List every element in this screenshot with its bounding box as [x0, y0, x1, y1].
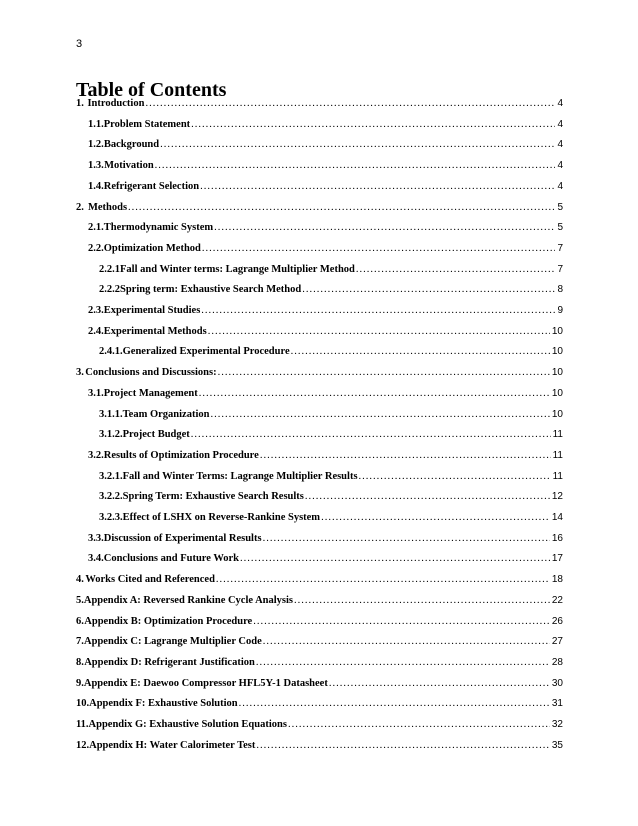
dot-leader: [200, 181, 555, 192]
toc-entry-number: 3.1.2.: [99, 429, 123, 441]
dot-leader: [210, 409, 549, 420]
toc-entry-title: Experimental Studies: [103, 305, 201, 316]
toc-entry-number: 3.2.: [88, 449, 104, 461]
toc-entry-number: 6.: [76, 615, 84, 627]
toc-entry-page: 11: [552, 449, 563, 461]
toc-entry-number: 1.1.: [88, 118, 104, 130]
toc-entry-number: 3.3.: [88, 532, 104, 544]
toc-entry-title: Results of Optimization Procedure: [103, 449, 259, 461]
dot-leader: [199, 388, 550, 399]
dot-leader: [263, 533, 550, 544]
dot-leader: [263, 636, 550, 647]
toc-entry-page: 30: [551, 677, 563, 689]
toc-entry-title: Team Organization: [122, 408, 210, 420]
toc-entry[interactable]: [88, 305, 563, 319]
toc-entry-title: Spring Term: Exhaustive Search Results: [122, 491, 304, 503]
toc-entry-number: 3.2.3.: [99, 512, 123, 523]
toc-entry-title: Discussion of Experimental Results: [103, 532, 262, 544]
toc-entry[interactable]: [88, 139, 563, 153]
dot-leader: [302, 284, 555, 295]
dot-leader: [145, 98, 555, 109]
dot-leader: [359, 471, 551, 482]
toc-entry-title: Methods: [87, 201, 128, 213]
toc-entry-title: Refrigerant Selection: [103, 180, 200, 192]
toc-entry-page: 4: [557, 98, 563, 109]
dot-leader: [305, 491, 550, 502]
toc-entry-title: Works Cited and Referenced: [85, 574, 215, 586]
toc-entry[interactable]: [88, 181, 563, 195]
toc-entry-page: 35: [551, 739, 563, 751]
toc-entry-number: 3.2.1.: [99, 470, 123, 482]
toc-entry-number: 2.3.: [88, 305, 104, 316]
toc-entry-number: 3.4.: [88, 553, 104, 565]
toc-entry[interactable]: [88, 450, 563, 464]
toc-entry-title: Fall and Winter terms: Lagrange Multiplier Method: [120, 263, 355, 275]
toc-entry-title: Appendix C: Lagrange Multiplier Code: [84, 636, 262, 648]
toc-entry-number: 1.2.: [88, 139, 104, 151]
toc-entry-title: Effect of LSHX on Reverse-Rankine System: [122, 512, 321, 523]
toc-entry-title: Appendix A: Reversed Rankine Cycle Analysis: [83, 594, 294, 606]
toc-entry-page: 18: [551, 574, 563, 586]
toc-entry-page: 7: [557, 263, 563, 275]
toc-entry-title: Experimental Methods: [103, 325, 207, 337]
dot-leader: [239, 698, 550, 709]
toc-entry-title: Conclusions and Future Work: [103, 553, 240, 565]
toc-entry-page: 12: [551, 491, 563, 503]
toc-entry[interactable]: [99, 429, 563, 443]
toc-entry-page: 4: [557, 139, 563, 151]
dot-leader: [160, 139, 555, 150]
toc-entry-page: 4: [557, 118, 563, 130]
toc-entry-page: 5: [557, 201, 563, 213]
toc-entry-number: 1.4.: [88, 180, 104, 192]
dot-leader: [356, 264, 556, 275]
dot-leader: [294, 595, 550, 606]
toc-entry-title: Project Management: [103, 387, 198, 399]
toc-entry[interactable]: [88, 388, 563, 402]
toc-entry-page: 11: [552, 470, 563, 482]
toc-entry[interactable]: [88, 533, 563, 547]
toc-entry-page: 32: [551, 719, 563, 730]
toc-entry-page: 22: [551, 594, 563, 606]
dot-leader: [191, 119, 555, 130]
toc-entry-number: 3.: [76, 367, 84, 379]
toc-entry[interactable]: [99, 346, 563, 360]
toc-entry-page: 5: [557, 222, 563, 234]
toc-entry-title: Appendix D: Refrigerant Justification: [84, 656, 255, 668]
toc-entry-number: 2.1.: [88, 222, 104, 234]
toc-entry[interactable]: [76, 657, 563, 671]
toc-entry[interactable]: [99, 284, 563, 298]
toc-entry[interactable]: [88, 326, 563, 340]
toc-entry-number: 2.4.: [88, 325, 104, 337]
toc-entry-page: 9: [557, 305, 563, 316]
toc-entry-number: 2.2.2: [99, 284, 120, 296]
toc-entry-page: 10: [551, 325, 563, 337]
toc-entry-page: 28: [551, 656, 563, 668]
dot-leader: [256, 740, 550, 751]
toc-entry[interactable]: [76, 698, 563, 712]
toc-entry-title: Spring term: Exhaustive Search Method: [120, 284, 302, 296]
toc-entry-number: 9.: [76, 677, 84, 689]
toc-entry-page: 8: [557, 284, 563, 296]
toc-entry-page: 4: [557, 160, 563, 172]
toc-entry[interactable]: [76, 678, 563, 692]
toc-entry-number: 3.2.2.: [99, 491, 123, 503]
toc-entry-title: Problem Statement: [103, 118, 191, 130]
toc-entry[interactable]: [88, 222, 563, 236]
toc-entry-page: 4: [557, 180, 563, 192]
toc-entry-number: 1.3.: [88, 160, 104, 172]
toc-entry[interactable]: [76, 367, 563, 381]
toc-entry-page: 11: [552, 429, 563, 441]
dot-leader: [321, 512, 550, 523]
toc-entry-title: Generalized Experimental Procedure: [122, 346, 290, 358]
toc-entry-title: Appendix F: Exhaustive Solution: [89, 698, 238, 710]
toc-entry-number: 4.: [76, 574, 84, 586]
page-number: 3: [76, 38, 83, 50]
dot-leader: [218, 367, 550, 378]
toc-entry[interactable]: [76, 740, 563, 754]
toc-entry-page: 10: [551, 408, 563, 420]
toc-entry[interactable]: [88, 553, 563, 567]
toc-entry[interactable]: [76, 595, 563, 609]
toc-entry-page: 10: [551, 346, 563, 358]
dot-leader: [202, 243, 556, 254]
toc-entry-number: 2.4.1.: [99, 346, 123, 358]
toc-entry-number: 2.: [76, 201, 84, 213]
toc-entry[interactable]: [88, 243, 563, 257]
toc-entry-page: 10: [551, 387, 563, 399]
toc-entry-page: 31: [551, 698, 563, 710]
toc-entry[interactable]: [88, 119, 563, 133]
dot-leader: [128, 202, 555, 213]
toc-entry-number: 11.: [76, 719, 89, 730]
toc-entry-number: 1.: [76, 98, 84, 109]
toc-entry-title: Background: [103, 139, 160, 151]
toc-heading: Table of Contents: [76, 79, 227, 101]
toc-entry-number: 8.: [76, 656, 84, 668]
toc-entry-title: Appendix B: Optimization Procedure: [84, 615, 253, 627]
toc-entry-page: 14: [551, 512, 563, 523]
toc-entry[interactable]: [99, 471, 563, 485]
dot-leader: [288, 719, 550, 730]
toc-entry[interactable]: [76, 719, 563, 733]
dot-leader: [155, 160, 556, 171]
toc-entry[interactable]: [76, 636, 563, 650]
toc-entry-title: Thermodynamic System: [103, 222, 214, 234]
toc-entry-number: 2.2.: [88, 242, 104, 254]
dot-leader: [256, 657, 550, 668]
toc-entry-title: Appendix G: Exhaustive Solution Equations: [88, 719, 287, 730]
dot-leader: [216, 574, 550, 585]
toc-entry-number: 3.1.1.: [99, 408, 123, 420]
toc-entry-number: 12.: [76, 739, 90, 751]
toc-entry-page: 16: [551, 532, 563, 544]
toc-entry[interactable]: [76, 616, 563, 630]
dot-leader: [208, 326, 550, 337]
toc-entry-title: Conclusions and Discussions:: [85, 367, 217, 379]
toc-entry-title: Project Budget: [122, 429, 190, 441]
toc-entry-title: Motivation: [104, 160, 154, 172]
toc-entry-title: Appendix H: Water Calorimeter Test: [89, 739, 256, 751]
toc-entry-number: 2.2.1: [99, 263, 120, 275]
dot-leader: [240, 553, 550, 564]
toc-entry[interactable]: [76, 202, 563, 216]
toc-entry-number: 5.: [76, 594, 84, 606]
toc-entry[interactable]: [99, 491, 563, 505]
toc-entry[interactable]: [99, 512, 563, 526]
toc-entry-title: Appendix E: Daewoo Compressor HFL5Y-1 Datasheet: [83, 677, 328, 689]
toc-entry-number: 7.: [76, 636, 84, 648]
toc-entry-title: Optimization Method: [103, 242, 201, 254]
toc-entry-page: 17: [551, 553, 563, 565]
dot-leader: [291, 346, 550, 357]
dot-leader: [214, 222, 555, 233]
dot-leader: [260, 450, 551, 461]
dot-leader: [201, 305, 555, 316]
dot-leader: [329, 678, 550, 689]
toc-entry-title: Introduction: [87, 98, 145, 109]
toc-entry-title: Fall and Winter Terms: Lagrange Multiplier Results: [122, 470, 358, 482]
toc-entry[interactable]: [88, 160, 563, 174]
toc-entry-number: 3.1.: [88, 387, 104, 399]
toc-entry-page: 27: [551, 636, 563, 648]
toc-entry[interactable]: [76, 98, 563, 112]
toc-entry-page: 26: [551, 615, 563, 627]
toc-entry-page: 10: [551, 367, 563, 379]
toc-entry[interactable]: [99, 409, 563, 423]
toc-entry-page: 7: [557, 242, 563, 254]
dot-leader: [253, 616, 550, 627]
toc-entry-number: 10.: [76, 698, 90, 710]
toc-entry[interactable]: [76, 574, 563, 588]
toc-entry[interactable]: [99, 264, 563, 278]
dot-leader: [191, 429, 551, 440]
